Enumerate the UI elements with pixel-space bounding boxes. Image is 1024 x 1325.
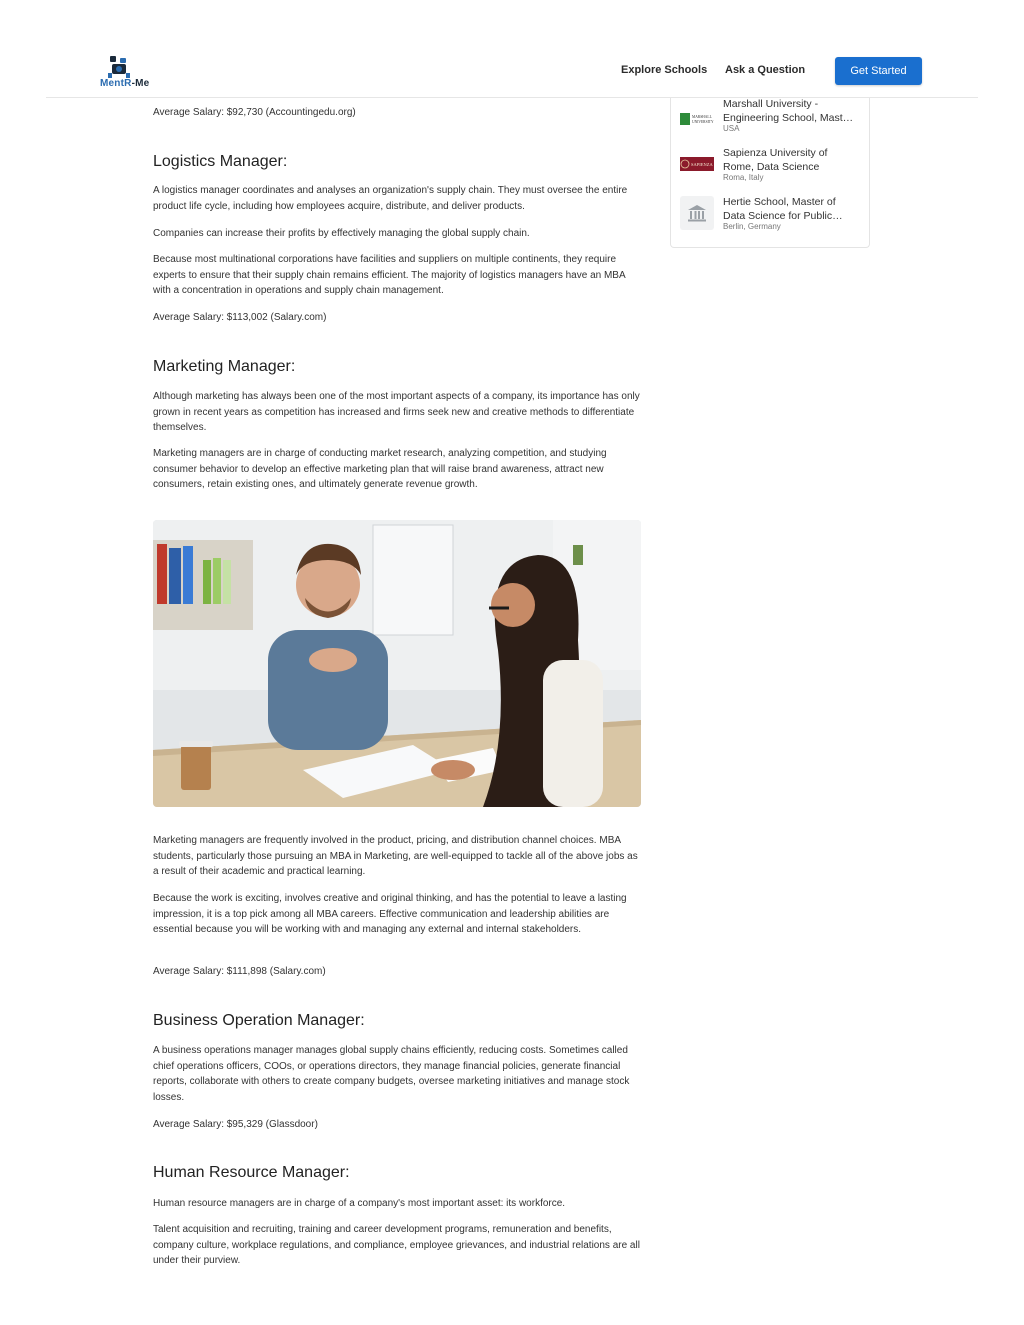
paragraph: Companies can increase their profits by effectively managing the global supply chain. — [153, 228, 530, 239]
paragraph: Talent acquisition and recruiting, training and career development programs, remuneration and benefits, company culture, workplace regulations, and compliance, employee grievances, and industrial relations are all under their purview. — [153, 1224, 640, 1267]
svg-text:SAPIENZA: SAPIENZA — [691, 162, 713, 167]
school-name: Marshall University - Engineering School, Mast… — [723, 98, 854, 124]
logo-text-me: -Me — [131, 78, 150, 89]
school-name: Sapienza University of Rome, Data Science — [723, 147, 828, 173]
paragraph: Although marketing has always been one of the most important aspects of a company, its importance has only grown in recent years as competition has increased and firms seek new and creative methods to differentiate themselves. — [153, 391, 640, 434]
school-location: Berlin, Germany — [723, 222, 781, 231]
nav-explore-schools[interactable]: Explore Schools — [621, 64, 708, 76]
nav-ask-question[interactable]: Ask a Question — [725, 64, 806, 76]
mentor-logo-icon — [108, 55, 130, 79]
paragraph: Because most multinational corporations have facilities and suppliers on multiple continents, they require experts to ensure that their supply chain remains efficient. The majority of logistics managers have an MBA with a concentration in operations and supply chain management. — [153, 254, 626, 297]
section-heading-marketing: Marketing Manager: — [153, 358, 296, 375]
paragraph: Human resource managers are in charge of a company's most important asset: its workforce. — [153, 1198, 566, 1209]
sidebar-school-item[interactable] — [680, 196, 865, 236]
school-logo — [680, 102, 714, 136]
paragraph: A business operations manager manages global supply chains efficiently, reducing costs. Sometimes called chief operations officers, COOs, or operations directors, they manage financial policies, generate financial reports, collaborate with others to create company budgets, oversee marketing initiatives and manage stock losses. — [153, 1045, 630, 1103]
sapienza-logo-icon — [680, 157, 714, 171]
logo-wordmark — [100, 78, 149, 89]
paragraph: A logistics manager coordinates and analyses an organization's supply chain. They must oversee the entire product life cycle, including how employees acquire, distribute, and deliver products. — [153, 185, 628, 212]
sidebar-school-item[interactable] — [680, 98, 865, 138]
paragraph: Marketing managers are frequently involved in the product, pricing, and distribution channel choices. MBA students, particularly those pursuing an MBA in Marketing, are well-equipped to tackle all of the above jobs as a result of their academic and practical learning. — [153, 835, 638, 878]
salary-line: Average Salary: $111,898 (Salary.com) — [153, 966, 326, 977]
section-heading-logistics: Logistics Manager: — [153, 153, 288, 170]
institution-placeholder-icon — [687, 203, 707, 223]
school-logo — [680, 147, 714, 181]
interview-photo — [153, 520, 641, 807]
section-heading-human-resource: Human Resource Manager: — [153, 1164, 350, 1181]
school-location: USA — [723, 124, 740, 133]
sidebar-school-item[interactable] — [680, 147, 865, 187]
paragraph: Because the work is exciting, involves creative and original thinking, and has the potential to leave a lasting impression, it is a top pick among all MBA careers. Effective communication and leadership abilities are essential because you will be working with and managing any external and internal stakeholders. — [153, 893, 627, 936]
site-logo[interactable] — [100, 55, 160, 91]
marshall-logo-icon — [680, 112, 714, 126]
school-logo — [680, 196, 714, 230]
salary-line: Average Salary: $95,329 (Glassdoor) — [153, 1119, 318, 1130]
get-started-button[interactable]: Get Started — [835, 57, 922, 85]
header-divider — [46, 97, 978, 98]
paragraph: Marketing managers are in charge of conducting market research, analyzing competition, and studying consumer behavior to develop an effective marketing plan that will raise brand awareness, attract new consumers, retain existing ones, and ultimately generate revenue growth. — [153, 448, 607, 491]
logo-text-mentr: MentR — [100, 78, 132, 89]
section-heading-business-operations: Business Operation Manager: — [153, 1012, 365, 1029]
salary-line: Average Salary: $92,730 (Accountingedu.org) — [153, 107, 356, 118]
interview-illustration — [153, 520, 641, 807]
school-location: Roma, Italy — [723, 173, 764, 182]
svg-text:UNIVERSITY: UNIVERSITY — [692, 120, 714, 124]
svg-text:MARSHALL: MARSHALL — [692, 115, 712, 119]
site-header — [0, 0, 1024, 98]
salary-line: Average Salary: $113,002 (Salary.com) — [153, 312, 327, 323]
school-name: Hertie School, Master of Data Science for Public… — [723, 196, 843, 222]
